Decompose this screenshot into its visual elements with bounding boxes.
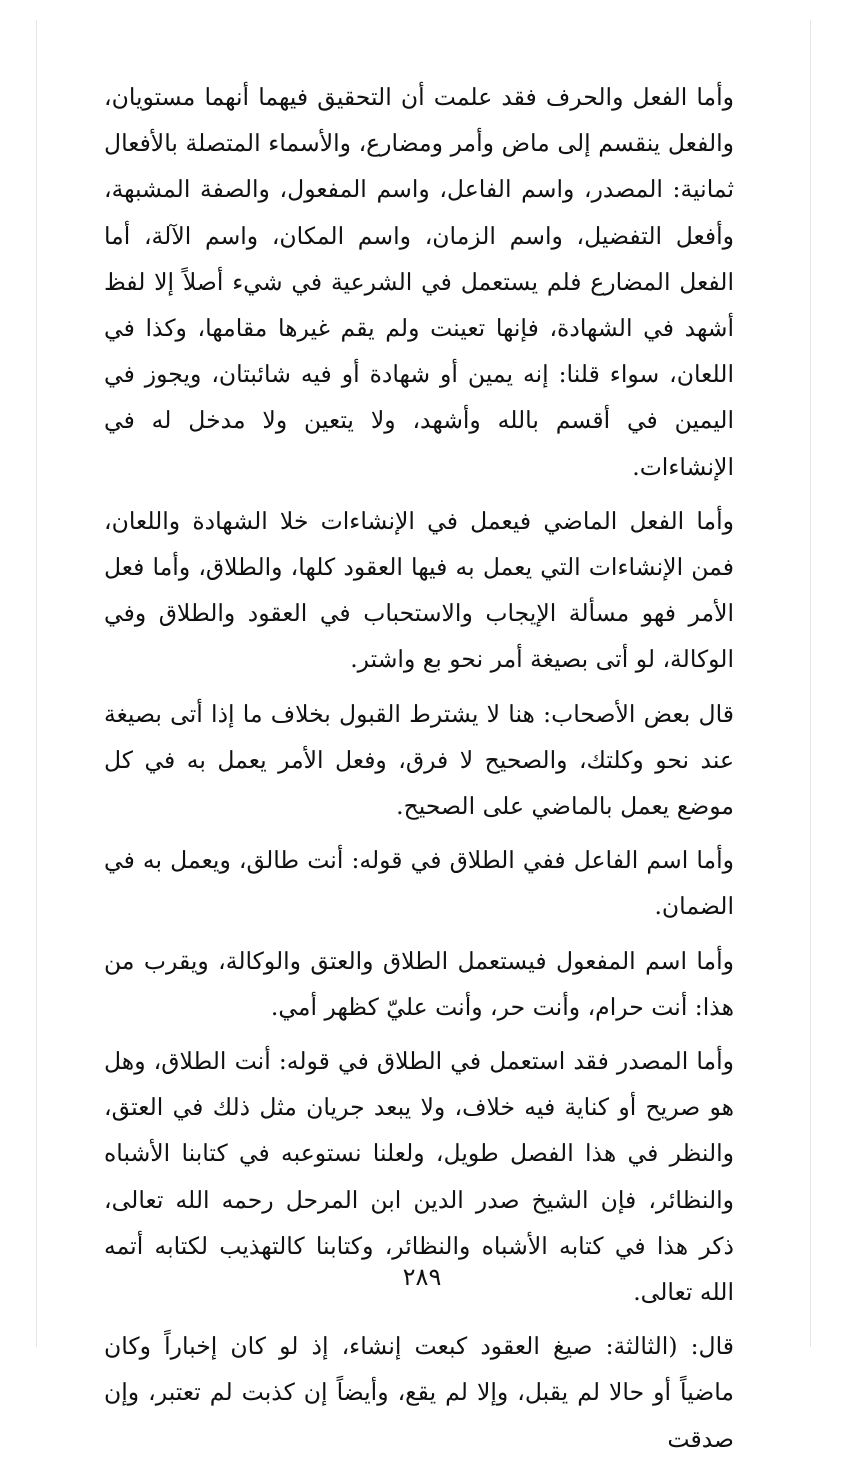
page-edge-shadow-left bbox=[36, 20, 37, 1347]
page-edge-shadow-right bbox=[810, 20, 811, 1347]
paragraph-active-participle: وأما اسم الفاعل ففي الطلاق في قوله: أنت طالق، ويعمل به في الضمان. bbox=[104, 846, 734, 921]
paragraph-past-verb: وأما الفعل الماضي فيعمل في الإنشاءات خلا الشهادة واللعان، فمن الإنشاءات التي يعمل به فيها العقود كلها، والطلاق، وأما فعل الأمر فهو مسألة الإيجاب والاستحباب في العقود والطلاق وفي الوكالة، لو أتى بصيغة أمر نحو بع واشتر. bbox=[104, 506, 734, 674]
paragraph-companions-opinion: قال بعض الأصحاب: هنا لا يشترط القبول بخلاف ما إذا أتى بصيغة عند نحو وكلتك، والصحيح لا فرق، وفعل الأمر يعمل به في كل موضع يعمل بالماضي على الصحيح. bbox=[104, 699, 734, 821]
paragraph-contract-formulas: قال: (الثالثة: صيغ العقود كبعت إنشاء، إذ لو كان إخباراً وكان ماضياً أو حالا لم يقبل، وإلا لم يقع، وأيضاً إن كذبت لم تعتبر، وإن صدقت bbox=[104, 1332, 734, 1453]
paragraph-verbal-noun: وأما المصدر فقد استعمل في الطلاق في قوله: أنت الطلاق، وهل هو صريح أو كناية فيه خلاف، ولا يبعد جريان مثل ذلك في العتق، والنظر في هذا الفصل طويل، ولعلنا نستوعبه في كتابنا الأشباه والنظائر، فإن الشيخ صدر الدين ابن المرحل رحمه الله تعالى، ذكر هذا في كتابه الأشباه والنظائر، وكتابنا كالتهذيب لكتابه أتمه الله تعالى. bbox=[104, 1047, 734, 1307]
page-number: ٢٨٩ bbox=[402, 1263, 442, 1291]
paragraph-passive-participle: وأما اسم المفعول فيستعمل الطلاق والعتق والوكالة، ويقرب من هذا: أنت حرام، وأنت حر، وأنت عليّ كظهر أمي. bbox=[104, 946, 734, 1021]
paragraph-verb-and-particle: وأما الفعل والحرف فقد علمت أن التحقيق فيهما أنهما مستويان، والفعل ينقسم إلى ماض وأمر ومضارع، والأسماء المتصلة بالأفعال ثمانية: المصدر، واسم الفاعل، واسم المفعول، والصفة المشبهة، وأفعل التفضيل، واسم الزمان، واسم المكان، واسم الآلة، أما الفعل المضارع فلم يستعمل في الشرعية في شيء أصلاً إلا لفظ أشهد في الشهادة، فإنها تعينت ولم يقم غيرها مقامها، وكذا في اللعان، سواء قلنا: إنه يمين أو شهادة أو فيه شائبتان، ويجوز في اليمين في أقسم بالله وأشهد، ولا يتعين ولا مدخل له في الإنشاءات. bbox=[104, 83, 734, 481]
body-text bbox=[104, 74, 734, 1470]
